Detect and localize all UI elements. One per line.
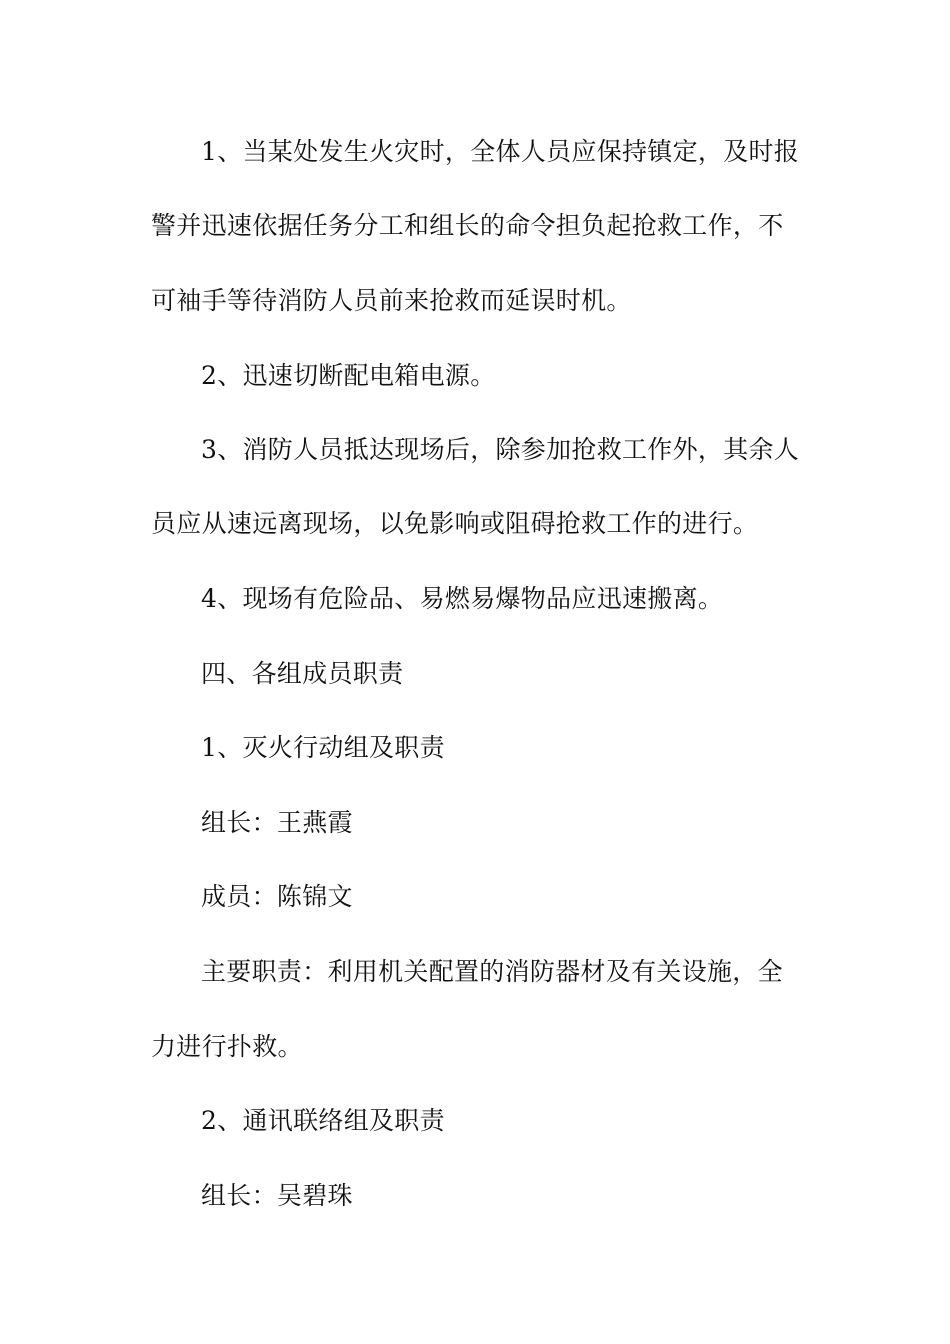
paragraph-line: 组长：王燕霞 (201, 808, 353, 837)
paragraph-line: 2、迅速切断配电箱电源。 (201, 361, 496, 390)
paragraph-line: 成员：陈锦文 (201, 882, 353, 911)
paragraph-line: 1、当某处发生火灾时，全体人员应保持镇定，及时报 (201, 137, 800, 166)
paragraph-line: 组长：吴碧珠 (201, 1181, 353, 1210)
subsection-heading: 2、通讯联络组及职责 (201, 1106, 445, 1135)
section-heading: 四、各组成员职责 (201, 659, 404, 688)
paragraph-line: 警并迅速依据任务分工和组长的命令担负起抢救工作，不 (151, 211, 784, 240)
paragraph-line: 可袖手等待消防人员前来抢救而延误时机。 (151, 286, 632, 315)
paragraph-line: 力进行扑救。 (151, 1032, 303, 1061)
paragraph-line: 员应从速远离现场，以免影响或阻碍抢救工作的进行。 (151, 509, 759, 538)
paragraph-line: 主要职责：利用机关配置的消防器材及有关设施，全 (201, 957, 783, 986)
subsection-heading: 1、灭火行动组及职责 (201, 733, 445, 762)
paragraph-line: 3、消防人员抵达现场后，除参加抢救工作外，其余人 (201, 435, 800, 464)
paragraph-line: 4、现场有危险品、易燃易爆物品应迅速搬离。 (201, 584, 724, 613)
